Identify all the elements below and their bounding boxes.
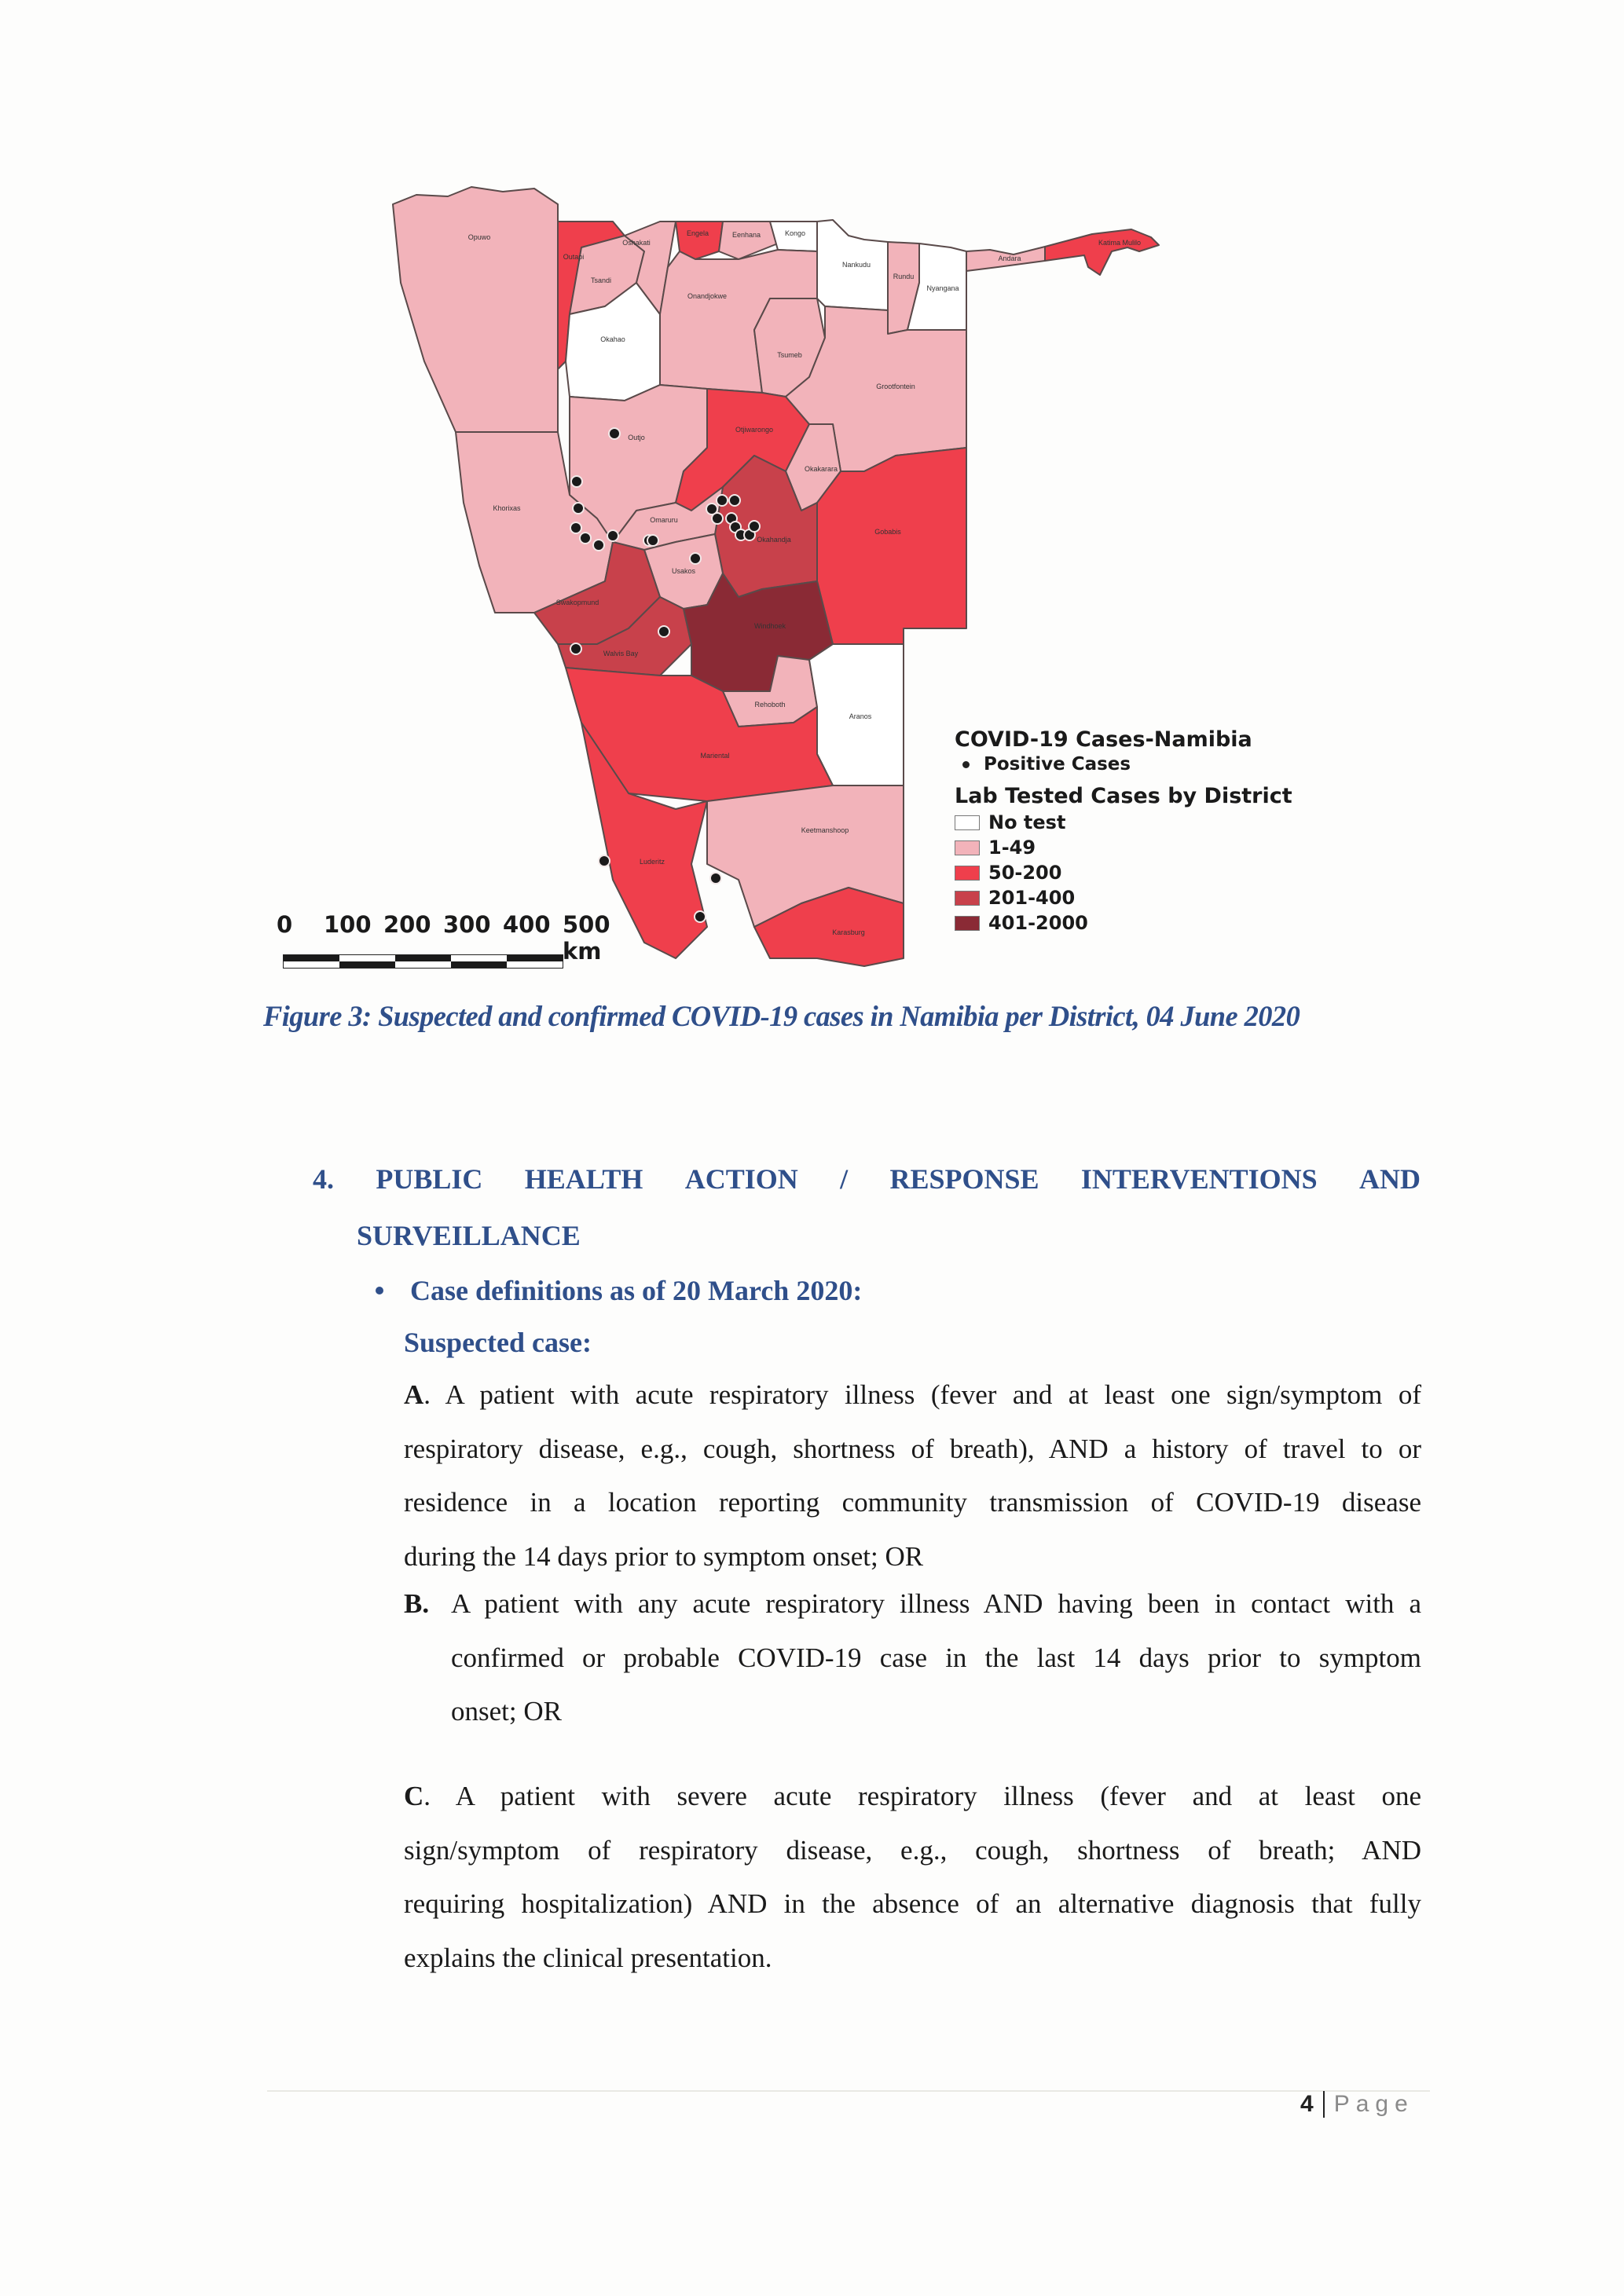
legend-swatch xyxy=(955,815,980,830)
legend-class-label: 401-2000 xyxy=(988,912,1088,934)
positive-case-marker xyxy=(609,428,620,439)
district-label: Khorixas xyxy=(493,504,521,512)
scale-tick-label: 0 xyxy=(277,911,293,938)
scale-segment xyxy=(395,955,451,968)
legend-class-label: 50-200 xyxy=(988,862,1062,884)
legend-swatch xyxy=(955,916,980,931)
section-heading-word: / xyxy=(840,1163,849,1195)
district-label: Swakopmund xyxy=(555,599,599,606)
legend-class-label: 201-400 xyxy=(988,887,1076,909)
district-label: Omaruru xyxy=(650,516,678,524)
district-label: Windhoek xyxy=(753,622,786,630)
paragraph-a-label: A xyxy=(404,1379,424,1410)
paragraph-c-line: requiring hospitalization) AND in the absence of an alternative diagnosis that fully xyxy=(404,1888,1421,1919)
section-number: 4. xyxy=(313,1163,334,1195)
legend-positive-cases xyxy=(955,753,1292,775)
legend-classes xyxy=(955,810,1292,936)
district-label: Andara xyxy=(998,255,1021,262)
legend-swatch xyxy=(955,840,980,855)
positive-case-marker xyxy=(570,522,581,533)
page-number: 4 xyxy=(1300,2091,1314,2117)
paragraph-c-text: . A patient with severe acute respiratory illness (fever and at least one xyxy=(423,1781,1421,1811)
scale-segment xyxy=(339,955,395,968)
section-heading-word: AND xyxy=(1359,1163,1421,1195)
paragraph-a-line: during the 14 days prior to symptom onset; OR xyxy=(404,1540,924,1572)
scale-tick-label: 400 xyxy=(503,911,551,938)
case-definitions-heading: Case definitions as of 20 March 2020: xyxy=(410,1275,863,1306)
paragraph-c-line: sign/symptom of respiratory disease, e.g., cough, shortness of breath; AND xyxy=(404,1834,1421,1866)
paragraph-b-first-line xyxy=(404,1577,1421,1631)
section-heading-line2: SURVEILLANCE xyxy=(357,1220,581,1251)
case-definitions-bullet xyxy=(376,1274,862,1307)
district-label: Otjiwarongo xyxy=(735,426,774,434)
district-gobabis xyxy=(817,448,966,644)
paragraph-b-line: A patient with any acute respiratory illness AND having been in contact with a xyxy=(451,1588,1421,1619)
district-label: Grootfontein xyxy=(876,383,915,390)
scale-tick-label: 200 xyxy=(383,911,431,938)
paragraph-b xyxy=(404,1577,1421,1739)
legend-class xyxy=(955,885,1292,910)
district-label: Karasburg xyxy=(832,928,865,936)
section-heading-word: PUBLIC xyxy=(376,1163,483,1195)
legend-class xyxy=(955,860,1292,885)
legend-class xyxy=(955,810,1292,835)
paragraph-a-text: . A patient with acute respiratory illness (fever and at least one sign/symptom of xyxy=(423,1379,1421,1410)
district-label: Nyangana xyxy=(926,284,959,292)
positive-case-marker xyxy=(571,476,582,487)
paragraph-a-line: respiratory disease, e.g., cough, shortness of breath), AND a history of travel to or xyxy=(404,1433,1421,1464)
positive-case-marker xyxy=(647,535,658,546)
district-label: Aranos xyxy=(849,712,872,720)
positive-case-marker xyxy=(658,626,669,637)
district-label: Onandjokwe xyxy=(687,292,728,300)
district-label: Outjo xyxy=(628,434,645,441)
scale-tick-label: 100 xyxy=(324,911,372,938)
paragraph-a-line xyxy=(404,1368,1421,1423)
paragraph-b-rest xyxy=(451,1631,1421,1739)
footer-separator xyxy=(1323,2091,1325,2118)
positive-case-marker xyxy=(749,521,760,532)
positive-case-marker xyxy=(593,540,604,551)
section-heading-word: HEALTH xyxy=(524,1163,643,1195)
legend-title: COVID-19 Cases-Namibia xyxy=(955,727,1252,752)
district-label: Nankudu xyxy=(841,261,871,269)
district-label: Tsumeb xyxy=(777,351,802,359)
paragraph-c-label: C xyxy=(404,1781,424,1811)
figure-caption: Figure 3: Suspected and confirmed COVID-19 cases in Namibia per District, 04 June 2020 xyxy=(263,1000,1300,1032)
scale-segment xyxy=(507,955,563,968)
scale-bar xyxy=(283,954,563,969)
positive-case-marker xyxy=(607,530,618,541)
bullet-icon xyxy=(376,1287,383,1294)
paragraph-b-label: B. xyxy=(404,1588,430,1619)
legend-class xyxy=(955,835,1292,860)
paragraph-c xyxy=(404,1770,1421,1985)
paragraph-a-line: residence in a location reporting community transmission of COVID-19 disease xyxy=(404,1487,1421,1518)
legend-swatch xyxy=(955,866,980,881)
scale-tick-label: 300 xyxy=(443,911,491,938)
district-label: Keetmanshoop xyxy=(801,826,849,834)
district-label: Rehoboth xyxy=(754,701,786,709)
section-heading-word: RESPONSE xyxy=(889,1163,1039,1195)
section-heading-word: INTERVENTIONS xyxy=(1080,1163,1318,1195)
district-label: Okahandja xyxy=(757,536,791,544)
district-label: Okahao xyxy=(600,335,625,343)
district-label: Oshakati xyxy=(622,239,651,247)
district-opuwo xyxy=(393,187,558,432)
scale-segment xyxy=(451,955,507,968)
district-label: Tsandi xyxy=(590,276,612,284)
positive-case-marker xyxy=(729,495,740,506)
map-legend xyxy=(955,727,1292,936)
page-footer xyxy=(1300,2091,1414,2118)
section-heading xyxy=(313,1163,1421,1252)
paragraph-a xyxy=(404,1368,1421,1584)
legend-subtitle: Lab Tested Cases by District xyxy=(955,784,1292,808)
district-label: Katima Mulilo xyxy=(1098,239,1142,247)
legend-swatch xyxy=(955,891,980,906)
paragraph-c-line: explains the clinical presentation. xyxy=(404,1942,772,1973)
legend-class-label: No test xyxy=(988,811,1066,833)
district-label: Gobabis xyxy=(874,528,901,536)
legend-class xyxy=(955,910,1292,936)
section-heading-word: ACTION xyxy=(684,1163,798,1195)
positive-case-marker xyxy=(712,513,723,524)
district-label: Rundu xyxy=(893,273,915,280)
district-label: Opuwo xyxy=(467,233,491,241)
paragraph-b-line: onset; OR xyxy=(451,1696,562,1727)
district-label: Kongo xyxy=(784,229,806,237)
district-label: Mariental xyxy=(700,752,730,760)
district-label: Usakos xyxy=(671,567,696,575)
district-label: Walvis Bay xyxy=(603,650,639,657)
district-label: Outapi xyxy=(563,253,585,261)
positive-case-dot-icon xyxy=(962,761,970,768)
section-heading-line1 xyxy=(313,1163,1421,1196)
page-word: Page xyxy=(1333,2091,1414,2117)
legend-class-label: 1-49 xyxy=(988,837,1036,859)
positive-case-marker xyxy=(710,873,721,884)
positive-case-marker xyxy=(599,855,610,866)
district-label: Engela xyxy=(686,229,709,237)
paragraph-c-line xyxy=(404,1770,1421,1824)
scale-segment xyxy=(284,955,339,968)
positive-case-marker xyxy=(570,643,581,654)
suspected-case-label: Suspected case: xyxy=(404,1327,592,1358)
district-label: Eenhana xyxy=(731,231,761,239)
positive-case-marker xyxy=(717,495,728,506)
footer-divider xyxy=(267,2090,1430,2092)
positive-case-marker xyxy=(580,533,591,544)
positive-case-marker xyxy=(695,911,706,922)
district-label: Okakarara xyxy=(804,465,838,473)
positive-case-marker xyxy=(573,503,584,514)
legend-positive-label: Positive Cases xyxy=(984,754,1131,774)
scale-tick-label: 500 km xyxy=(563,911,610,965)
paragraph-b-line: confirmed or probable COVID-19 case in the last 14 days prior to symptom xyxy=(451,1642,1421,1673)
district-katima-mulilo xyxy=(1045,229,1159,275)
positive-case-marker xyxy=(690,553,701,564)
district-label: Luderitz xyxy=(639,858,665,866)
